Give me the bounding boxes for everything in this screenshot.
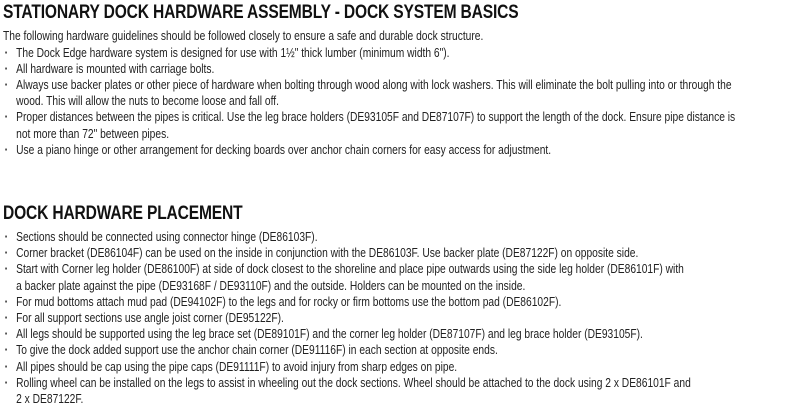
list-item — [3, 45, 735, 61]
basics-list — [3, 45, 735, 158]
list-item — [3, 359, 691, 375]
list-item-line: · All hardware is mounted with carriage bolts. — [16, 61, 215, 76]
list-item-line: not more than 72" between pipes. — [16, 126, 170, 141]
placement-list — [3, 229, 691, 407]
list-item — [3, 261, 691, 293]
list-item — [3, 142, 735, 158]
list-item-line: · To give the dock added support use the anchor chain corner (DE91116F) in each section at opposite ends. — [16, 343, 498, 358]
list-item-line: · Always use backer plates or other piece of hardware when bolting through wood along with lock washers. This will eliminate the bolt pulling into or through the — [16, 77, 732, 92]
list-item — [3, 326, 691, 342]
list-item — [3, 109, 735, 141]
list-item-line: a backer plate against the pipe (DE93168F / DE93110F) and the outside. Holders can be mounted on the inside. — [16, 278, 526, 293]
list-item-line: · Start with Corner leg holder (DE86100F) at side of dock closest to the shoreline and place pipe outwards using the side leg holder (DE86101F) with — [16, 262, 684, 277]
list-item — [3, 245, 691, 261]
list-item-line: · Rolling wheel can be installed on the legs to assist in wheeling out the dock sections. Wheel should be attached to the dock using 2 x DE86101F and — [16, 375, 691, 390]
list-item-line: 2 x DE87122F. — [16, 392, 84, 407]
list-item — [3, 77, 735, 109]
list-item — [3, 375, 691, 407]
list-item — [3, 310, 691, 326]
list-item — [3, 61, 735, 77]
section-title-basics: STATIONARY DOCK HARDWARE ASSEMBLY - DOCK SYSTEM BASICS — [3, 2, 519, 23]
list-item-line: · Corner bracket (DE86104F) can be used on the inside in conjunction with the DE86103F. Use backer plate (DE87122F) on opposite side. — [16, 246, 639, 261]
list-item-line: wood. This will allow the nuts to become loose and fall off. — [16, 94, 279, 109]
list-item-line: · Sections should be connected using connector hinge (DE86103F). — [16, 230, 318, 244]
list-item — [3, 294, 691, 310]
list-item-line: · For mud bottoms attach mud pad (DE94102F) to the legs and for rocky or firm bottoms use the bottom pad (DE86102F). — [16, 294, 562, 309]
list-item — [3, 229, 691, 245]
section-title-placement: DOCK HARDWARE PLACEMENT — [3, 203, 243, 224]
intro-paragraph: The following hardware guidelines should be followed closely to ensure a safe and durable dock structure. — [3, 29, 484, 43]
list-item-line: · Use a piano hinge or other arrangement for decking boards over anchor chain corners for easy access for adjustment. — [16, 142, 552, 157]
list-item-line: · Proper distances between the pipes is critical. Use the leg brace holders (DE93105F and DE87107F) to support the length of the dock. Ensure pipe distance is — [16, 110, 736, 125]
list-item-line: · The Dock Edge hardware system is designed for use with 1½" thick lumber (minimum width 6"). — [16, 45, 450, 60]
list-item-line: · All legs should be supported using the leg brace set (DE89101F) and the corner leg holder (DE87107F) and leg brace holder (DE93105F). — [16, 327, 643, 342]
list-item-line: · For all support sections use angle joist corner (DE95122F). — [16, 311, 284, 326]
list-item-line: · All pipes should be cap using the pipe caps (DE91111F) to avoid injury from sharp edges on pipe. — [16, 359, 458, 374]
list-item — [3, 342, 691, 358]
